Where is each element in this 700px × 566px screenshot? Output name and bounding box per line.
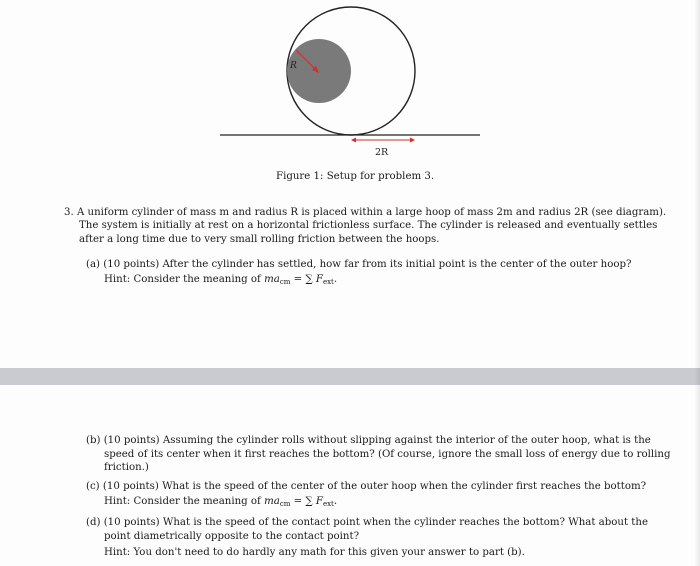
hint-subscript-ext: ext bbox=[322, 278, 334, 286]
hint-equation: = ∑ F bbox=[290, 496, 323, 507]
problem-text-line-3: after a long time due to very small rolling friction between the hoops. bbox=[79, 234, 440, 245]
hint-math: ma bbox=[264, 274, 280, 285]
part-b-line-1: (b) (10 points) Assuming the cylinder rolls without slipping against the interior of the outer hoop, what is the bbox=[86, 435, 651, 446]
part-a-hint bbox=[104, 273, 337, 287]
part-d-line-2: point diametrically opposite to the contact point? bbox=[104, 531, 360, 542]
part-b-line-2: speed of its center when it first reaches the bottom? (Of course, ignore the small loss of energy due to rolling bbox=[104, 449, 671, 460]
part-b-line-3: friction.) bbox=[104, 462, 149, 473]
hint-subscript-cm: cm bbox=[279, 278, 291, 286]
hint-equation: = ∑ F bbox=[290, 274, 323, 285]
setup-diagram bbox=[0, 0, 700, 170]
part-d-line-1: (d) (10 points) What is the speed of the contact point when the cylinder reaches the bottom? What about the bbox=[86, 517, 648, 528]
radius-label: R bbox=[290, 61, 297, 71]
hint-prefix: Hint: Consider the meaning of bbox=[104, 274, 265, 285]
hint-math: ma bbox=[264, 496, 280, 507]
part-a-question: (a) (10 points) After the cylinder has settled, how far from its initial point is the center of the outer hoop? bbox=[86, 259, 632, 270]
width-arrowhead-left bbox=[351, 138, 356, 143]
page-divider-bar bbox=[0, 368, 700, 385]
problem-text-line-2: The system is initially at rest on a horizontal frictionless surface. The cylinder is released and eventually settles bbox=[79, 220, 658, 231]
width-label: 2R bbox=[375, 147, 389, 158]
figure-caption: Figure 1: Setup for problem 3. bbox=[276, 171, 435, 182]
width-arrowhead-right bbox=[410, 138, 415, 143]
hint-prefix: Hint: Consider the meaning of bbox=[104, 496, 265, 507]
part-c-question: (c) (10 points) What is the speed of the center of the outer hoop when the cylinder first reaches the bottom? bbox=[86, 481, 647, 492]
part-c-hint bbox=[104, 495, 337, 509]
hint-subscript-cm: cm bbox=[279, 500, 291, 508]
hint-subscript-ext: ext bbox=[322, 500, 334, 508]
part-d-hint: Hint: You don't need to do hardly any math for this given your answer to part (b). bbox=[104, 547, 525, 558]
hint-end: . bbox=[333, 496, 338, 507]
hint-end: . bbox=[333, 274, 338, 285]
inner-cylinder bbox=[287, 39, 351, 103]
problem-text-line-1: 3. A uniform cylinder of mass m and radius R is placed within a large hoop of mass 2m and radius 2R (see diagram). bbox=[64, 207, 667, 218]
